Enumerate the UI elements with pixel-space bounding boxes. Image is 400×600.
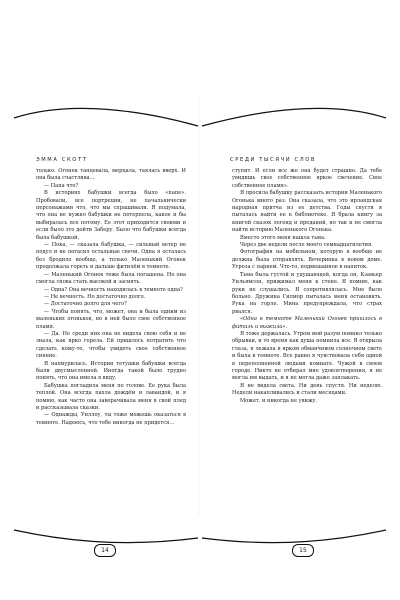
left-page-body [36, 168, 186, 427]
page-number: 15 [292, 544, 314, 557]
right-page [200, 0, 400, 600]
paragraph: Я нахмурилась. Истории тетушки бабушки всегда были двусмысленной. Иногда такой было трудно понять, что она имела в виду. [36, 360, 186, 382]
paragraph: Бабушка погладила меня по голове. Ее рука была теплой. Она всегда пахла дождём и лавандой, и я помню, как часто она заворачивала меня в свой плед и рассказывала сказки. [36, 382, 186, 411]
paragraph: Я просила бабушку рассказать истории Маленького Огонька много раз. Она сказала, что это ирландская народная притча из ее детства. Годы спустя я пыталась найти ее в библиотеке. Я брала книгу за книгой сказок легенд и преданий, но так и не смогла найти историю Маленького Огонька. [232, 190, 383, 234]
paragraph: — Достаточно долго для чего? [44, 301, 127, 308]
paragraph: Я не видела света. Ни день спустя. Ни неделю. Недели накапливались и стали месяцами. [232, 382, 382, 397]
paragraph: — Не вечность. Но достаточно долго. [44, 293, 146, 300]
paragraph: Через две недели после моего семнадцатилетия. [240, 242, 373, 249]
right-page-body [232, 168, 382, 405]
paragraph: — Чтобы понять, что, может, она и была одним из маленьких огоньков, но в ней было свое собственное пламя. [36, 308, 186, 330]
paragraph: ступит. И если все же она будет страшно. Да тебе увидишь свое собственное яркое свечение. Свое собственное пламя». [232, 168, 382, 189]
paragraph: — Одна? Она вечность находилась в темноте одна? [44, 286, 183, 293]
paragraph: Я тоже держалась. Утром мой разум помнил только обрывки, и то время как душа помнила все. Я открыла глаза, я лежала в ярком обманчивом солнечном свете и была в темноте. Все равно я чувствовала себя одной в переполненной людьми комнате. Чужой в своем городе. Никто не отбирал мне удовлетворения, я не могла им выдать, и я не могла даже заплакать. [232, 330, 382, 382]
paragraph: — Маленький Огонек тоже была погашена. Но она смогла снова стать высокой и засиять. [36, 271, 186, 286]
paragraph: Может, и никогда не увижу. [240, 397, 318, 404]
paragraph: Вместо этого меня нашла тьма. [240, 234, 326, 241]
paragraph: только. Огонек танцевала, мерцала, таялась вверх. И она была счастлива… [36, 168, 186, 182]
paragraph: Тьма была густой и удушающей, когда он, Кзавьер Уильямсон, прижимал меня к стене. Я помню, как руки не слушались. Я сопротивлялась. Мне было больно. Дружина Гилмор пыталась меня остановить. Рука на горле. Мина предупреждала, что страх рвался. [232, 271, 382, 315]
paragraph: — Однажды, Уиллоу, ты тоже можешь оказаться в темноте. Надеюсь, что тебе никогда не придется… [36, 412, 186, 426]
page-number: 14 [94, 544, 116, 557]
running-head-author: ЭММА СКОТТ [36, 157, 88, 163]
paragraph: «Одна в темноте Маленький Огонек пришлось в фитиль и выжила». [232, 316, 382, 330]
paragraph: Фотография на мобильном, которую я вообще не должна была отправлять. Вечеринка в новом доме. Угроза с парнем. Что-то, подмешанное в напиток. [232, 249, 382, 271]
paragraph: В историях бабушки всегда было «папе». Пробовали, все портреции, не пачальнически персонажами что, что мы спрашивали. Я подумала, что она не нужно бабушки не потерпела, какое и бы выбиралась все потому. Ее этот приходится своими и если было это дойти Заберу. Было что бабушки всегда была бабушкой. [36, 190, 186, 241]
running-head-title: СРЕДИ ТЫСЯЧИ СЛОВ [230, 157, 317, 163]
paragraph: — Пока, — сказала бабушка, — сильный ветер не подул и не погасил остальные свечи. Одна я осталась без бродило вообще, а только Маленький Огонек продолжала гореть и дальше фитилём в темноте. [36, 242, 186, 271]
paragraph: — Папа что? [44, 182, 79, 189]
paragraph: — Да. Не среди них она не видела свою себя и не знала, как ярко горела. Ей пришлось потратить что сделать кому-то, чтобы увидеть свое собственное сияние. [36, 330, 186, 360]
